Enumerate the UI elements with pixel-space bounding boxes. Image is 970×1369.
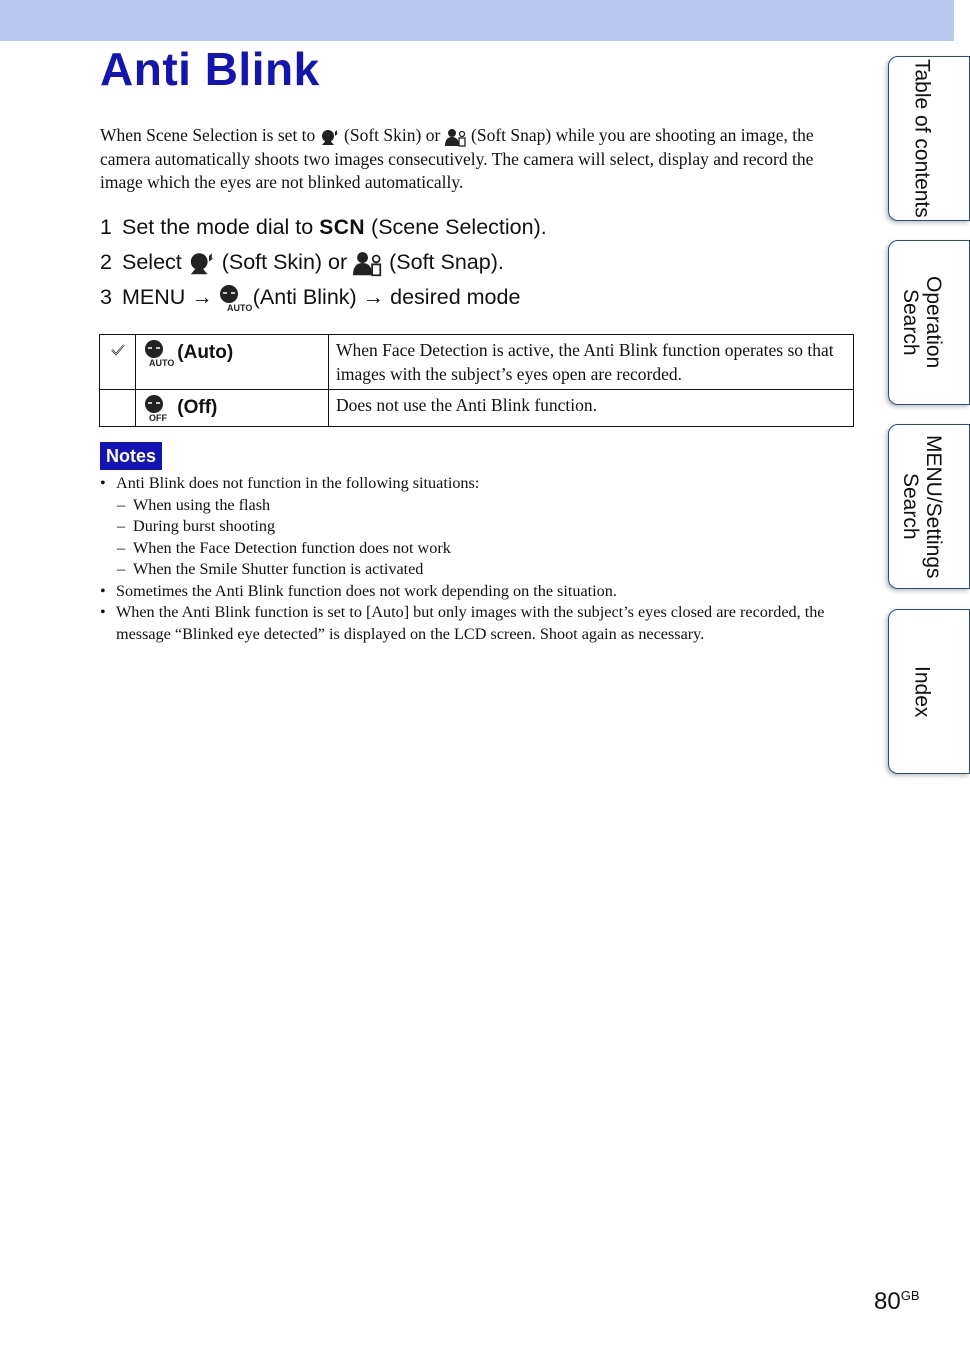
tab-menu-settings-search[interactable] <box>888 424 970 589</box>
steps-list <box>100 212 547 317</box>
note-subitem: – During burst shooting <box>100 516 860 538</box>
step-text: MENU <box>122 285 192 309</box>
page-number-suffix: GB <box>900 1288 920 1303</box>
tab-label: Index <box>910 665 934 718</box>
step-3 <box>100 282 547 317</box>
note-item: • When the Anti Blink function is set to [Auto] but only images with the subject’s eyes closed are recorded, the message “Blinked eye detected” is displayed on the LCD screen. Shoot again as necessary. <box>100 602 860 645</box>
step-text: Set the mode dial to <box>122 215 320 239</box>
notes-list <box>100 473 860 645</box>
arrow-icon: → <box>191 285 213 309</box>
options-table <box>99 334 854 427</box>
tab-operation-search[interactable] <box>888 240 970 405</box>
option-cell <box>136 390 329 427</box>
step-2 <box>100 247 547 282</box>
tab-table-of-contents[interactable] <box>888 56 970 221</box>
soft-skin-icon <box>188 250 216 276</box>
anti-blink-auto-icon <box>219 284 253 314</box>
tab-label: Operation Search <box>899 276 945 369</box>
step-text: (Anti Blink) <box>246 285 363 309</box>
table-row <box>100 335 854 390</box>
step-1 <box>100 212 547 247</box>
step-text: Select <box>122 250 188 274</box>
intro-text: When Scene Selection is set to <box>100 125 320 145</box>
tab-label: Table of contents <box>910 59 934 218</box>
option-description: When Face Detection is active, the Anti Blink function operates so that images with the subject’s eyes open are recorded. <box>329 335 854 390</box>
note-item: • Sometimes the Anti Blink function does not work depending on the situation. <box>100 581 860 603</box>
note-subitem: – When the Smile Shutter function is activated <box>100 559 860 581</box>
step-text: (Soft Snap). <box>383 250 504 274</box>
arrow-icon: → <box>362 285 385 309</box>
svg-text:OFF: OFF <box>149 413 167 423</box>
step-number: 1 <box>100 215 112 239</box>
step-number: 2 <box>100 250 112 274</box>
option-label: (Auto) <box>177 342 234 364</box>
tab-label: MENU/Settings Search <box>899 434 945 579</box>
scn-icon: SCN <box>319 216 366 239</box>
note-subitem: – When the Face Detection function does not work <box>100 538 860 560</box>
intro-paragraph <box>100 124 840 195</box>
svg-text:AUTO: AUTO <box>149 358 175 368</box>
step-text: (Scene Selection). <box>365 215 547 239</box>
option-description: Does not use the Anti Blink function. <box>329 390 854 427</box>
option-label: (Off) <box>177 397 218 419</box>
intro-text: (Soft Snap) while you are shooting an image, the camera automatically shoots two images consecutively. The camera will select, display and record the image which the eyes are not blinked automatically. <box>100 125 814 193</box>
tab-index[interactable] <box>888 609 970 774</box>
step-number: 3 <box>100 285 112 309</box>
checkmark-icon <box>110 343 126 357</box>
top-banner <box>0 0 954 41</box>
step-text: desired mode <box>384 285 521 309</box>
page-number-value: 80 <box>874 1288 901 1315</box>
anti-blink-auto-icon <box>144 339 175 368</box>
intro-text: (Soft Skin) or <box>339 125 445 145</box>
page-number <box>874 1288 920 1316</box>
default-check-cell <box>100 335 136 390</box>
default-check-cell <box>100 390 136 427</box>
soft-skin-icon <box>320 128 340 146</box>
note-subitem: – When using the flash <box>100 495 860 517</box>
table-row <box>100 390 854 427</box>
anti-blink-off-icon <box>144 394 172 422</box>
soft-snap-icon <box>353 250 383 276</box>
step-text: (Soft Skin) or <box>215 250 354 274</box>
note-item: • Anti Blink does not function in the following situations: <box>100 473 860 495</box>
soft-snap-icon <box>445 128 467 146</box>
svg-text:AUTO: AUTO <box>226 303 253 314</box>
page-title: Anti Blink <box>100 43 320 95</box>
notes-label: Notes <box>100 442 162 470</box>
option-cell <box>136 335 329 390</box>
